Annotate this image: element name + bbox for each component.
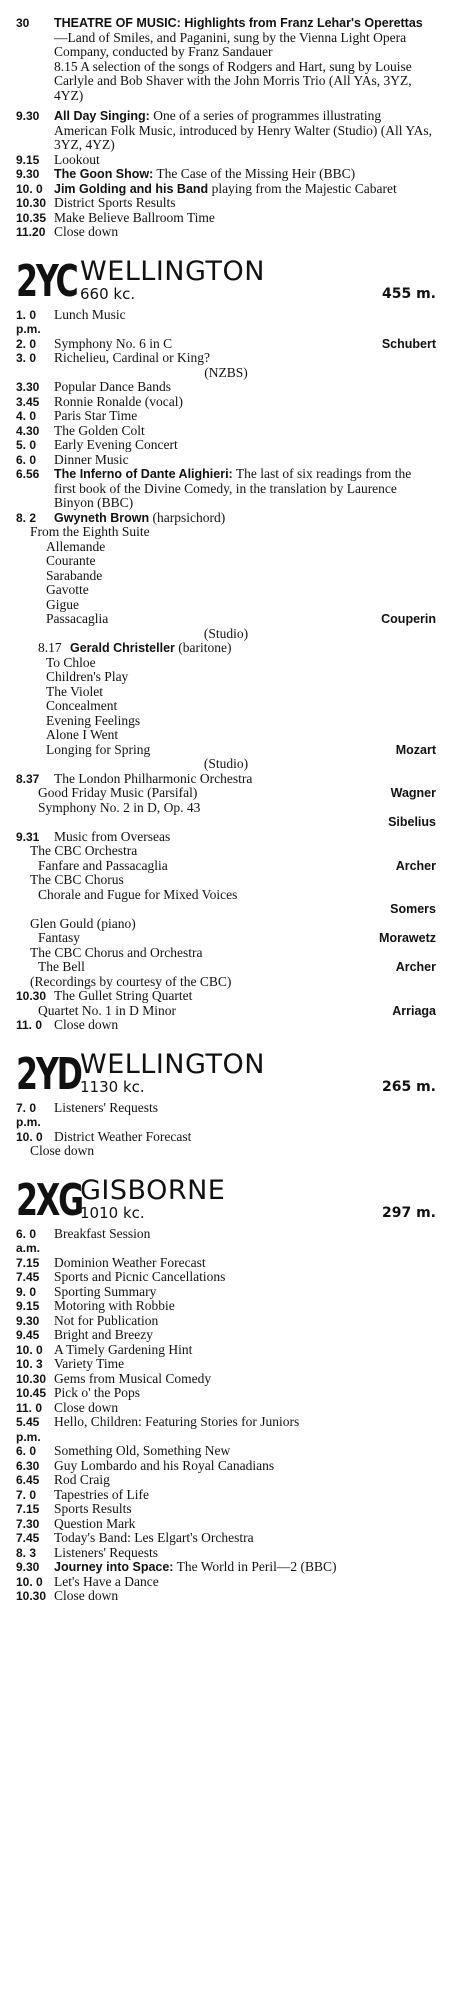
entry-time: 8.17 <box>38 640 62 655</box>
entry-time: 8. 3 <box>16 1545 37 1560</box>
entry-time: 6.45 <box>16 1473 40 1487</box>
listing-entry <box>16 16 436 60</box>
entry-text: Gems from Musical Comedy <box>54 1370 212 1386</box>
listing-entry <box>16 1589 436 1604</box>
song-title: The Violet <box>46 683 104 699</box>
composer: Arriaga <box>392 1003 436 1018</box>
station-city: GISBORNE <box>80 1174 226 1206</box>
entry-text: Paris Star Time <box>54 408 138 423</box>
listing-entry <box>16 167 436 182</box>
entry-time: 7. 0 p.m. <box>16 1100 41 1129</box>
entry-time: 6. 0 <box>16 1444 37 1458</box>
station-wavelength: 297 m. <box>381 1204 436 1221</box>
entry-time: 9.31 <box>16 829 40 844</box>
entry-text: Lunch Music <box>54 306 126 322</box>
listing-entry <box>16 211 436 226</box>
entry-text: Let's Have a Dance <box>54 1573 159 1589</box>
entry-time: 3. 0 <box>16 351 37 365</box>
listing-entry <box>16 1386 436 1401</box>
listing-2yc <box>16 308 436 1033</box>
entry-text: Variety Time <box>54 1356 125 1371</box>
entry-time: 7. 0 <box>16 1487 37 1502</box>
entry-text: Guy Lombardo and his Royal Canadians <box>54 1457 275 1473</box>
work-row <box>38 859 436 874</box>
entry-time: 10.30 <box>16 989 47 1003</box>
listing-2xg <box>16 1227 436 1604</box>
station-wavelength: 455 m. <box>381 285 436 302</box>
entry-time: 3.45 <box>16 394 40 409</box>
entry-text: Close down <box>54 1588 119 1603</box>
entry-text: Early Evening Concert <box>54 437 178 452</box>
performer: The CBC Chorus <box>30 872 124 887</box>
entry-title: All Day Singing: <box>54 109 150 123</box>
entry-text: Not for Publication <box>54 1312 159 1328</box>
work-title: Good Friday Music (Parsifal) <box>38 785 198 800</box>
entry-time: 7.15 <box>16 1255 40 1270</box>
work-title: Fantasy <box>38 930 80 945</box>
entry-text: Breakfast Session <box>54 1225 151 1241</box>
listing-entry <box>16 1328 436 1343</box>
station-frequency: 1130 kc. <box>80 1077 145 1096</box>
work-title: Chorale and Fugue for Mixed Voices <box>38 886 238 902</box>
listing-entry <box>16 153 436 168</box>
entry-time: 10. 0 <box>16 1129 43 1144</box>
song-title: To Chloe <box>46 654 96 670</box>
listing-entry <box>16 453 436 468</box>
suite-movement: Allemande <box>46 538 106 554</box>
listing-entry <box>16 1018 436 1033</box>
studio-note: (Studio) <box>203 625 249 641</box>
entry-time: 8. 2 <box>16 510 37 525</box>
song-title: Children's Play <box>46 669 129 684</box>
entry-title: Music from Overseas <box>54 828 171 844</box>
entry-desc: The Case of the Missing Heir (BBC) <box>153 166 356 181</box>
entry-text: Tapestries of Life <box>54 1486 150 1502</box>
entry-desc: Make Believe Ballroom Time <box>54 209 215 225</box>
song-title: Concealment <box>46 698 118 713</box>
listing-entry <box>16 351 436 366</box>
listing-entry <box>16 1256 436 1271</box>
listing-entry <box>16 1459 436 1474</box>
listing-entry <box>16 1343 436 1358</box>
entry-text: Pick o' the Pops <box>54 1385 141 1400</box>
entry-desc: 8.15 A selection of the songs of Rodgers and Hart, sung by Louise Carlyle and Bob Shaver with the John Morris Trio (All YAs, 3YZ, 4YZ) <box>54 58 412 103</box>
entry-text: Question Mark <box>54 1515 136 1531</box>
composer: Archer <box>395 858 436 873</box>
suite-movement: Sarabande <box>46 567 103 583</box>
station-callsign: 2YD <box>16 1048 81 1100</box>
station-header-2xg <box>16 1174 436 1226</box>
entry-text: The World in Peril—2 (BBC) <box>173 1559 337 1574</box>
suite-movement: Courante <box>46 553 96 568</box>
entry-title: Gwyneth Brown <box>54 510 150 525</box>
entry-title: The Goon Show: <box>54 167 154 181</box>
entry-text: The Golden Colt <box>54 422 145 438</box>
entry-time: 7.15 <box>16 1502 40 1516</box>
listing-entry <box>16 1372 436 1387</box>
composer: Archer <box>395 960 436 974</box>
suite-movement-row <box>46 612 436 627</box>
work-row <box>38 786 436 801</box>
song-title: Longing for Spring <box>46 741 151 757</box>
entry-time: 9.15 <box>16 1299 40 1313</box>
listing-entry <box>16 1130 436 1145</box>
listing-entry <box>16 1517 436 1532</box>
station-city: WELLINGTON <box>80 255 265 287</box>
suite-intro: From the Eighth Suite <box>30 524 150 539</box>
entry-time: 9.30 <box>16 1313 40 1328</box>
composer: Wagner <box>390 786 436 800</box>
entry-time: 6. 0 <box>16 452 37 467</box>
work-row <box>38 931 436 946</box>
listing-entry <box>16 1101 436 1130</box>
composer: Somers <box>390 902 436 916</box>
listing-entry <box>16 1488 436 1503</box>
entry-note: (NZBS) <box>204 364 248 380</box>
entry-time: 6.56 <box>16 467 40 481</box>
entry-text: Sports Results <box>54 1501 132 1516</box>
station-city: WELLINGTON <box>80 1048 265 1080</box>
entry-text: Symphony No. 6 in C <box>54 335 173 351</box>
station-frequency: 1010 kc. <box>80 1203 145 1222</box>
listing-entry <box>16 308 436 337</box>
entry-time: 4.30 <box>16 423 40 438</box>
entry-text: The Gullet String Quartet <box>54 988 193 1003</box>
listing-entry <box>16 395 436 410</box>
entry-text: Close down <box>54 1017 119 1032</box>
entry-time: 10.30 <box>16 1371 47 1386</box>
station-frequency: 660 kc. <box>80 284 136 303</box>
entry-time: 8.37 <box>16 771 40 786</box>
listing-entry <box>16 409 436 424</box>
entry-desc: District Sports Results <box>54 195 176 210</box>
entry-text: Close down <box>54 1399 119 1415</box>
listing-entry <box>16 1314 436 1329</box>
listing-entry <box>16 1227 436 1256</box>
suite-movement: Gigue <box>46 596 79 612</box>
listing-entry <box>16 1444 436 1459</box>
entry-time: 10.35 <box>16 210 47 225</box>
entry-desc: The last of six readings from the first book of the Divine Comedy, in the translation by Laurence Binyon (BBC) <box>54 466 412 510</box>
entry-time: 10.45 <box>16 1386 47 1400</box>
entry-desc: playing from the Majestic Cabaret <box>208 180 397 196</box>
entry-text: Listeners' Requests <box>54 1099 159 1115</box>
entry-title: THEATRE OF MUSIC: Highlights from Franz Lehar's Operettas <box>54 16 423 30</box>
work-title: Fanfare and Passacaglia <box>38 857 168 873</box>
entry-title: Gerald Christeller <box>70 641 175 655</box>
station-header-2yd <box>16 1048 436 1100</box>
entry-text: Rod Craig <box>54 1472 110 1487</box>
song-row <box>46 743 436 758</box>
performer: The CBC Orchestra <box>30 843 138 858</box>
listing-entry <box>16 60 436 104</box>
entry-time: 10. 3 <box>16 1357 43 1371</box>
listing-entry <box>16 1357 436 1372</box>
entry-title: Journey into Space: <box>54 1560 174 1574</box>
song-title: Alone I Went <box>46 727 119 742</box>
entry-time: 6.30 <box>16 1458 40 1473</box>
work-row <box>38 960 436 975</box>
entry-time: 9.30 <box>16 167 40 181</box>
entry-title: Jim Golding and his Band <box>54 181 209 196</box>
entry-text: Ronnie Ronalde (vocal) <box>54 393 183 409</box>
entry-time: 10.30 <box>16 196 47 210</box>
listing-entry <box>16 1575 436 1590</box>
work-title: The Bell <box>38 959 85 974</box>
suite-movement: Gavotte <box>46 582 89 597</box>
listing-entry <box>16 511 436 526</box>
entry-time: 5.45 p.m. <box>16 1415 41 1444</box>
entry-text: Close down <box>30 1143 95 1158</box>
listing-entry <box>16 1473 436 1488</box>
entry-text: Sports and Picnic Cancellations <box>54 1269 226 1284</box>
listing-entry <box>16 1531 436 1546</box>
courtesy-note: (Recordings by courtesy of the CBC) <box>30 973 232 989</box>
entry-time: 30 <box>16 16 30 30</box>
entry-text: Popular Dance Bands <box>54 379 171 394</box>
station-wavelength: 265 m. <box>381 1078 436 1095</box>
entry-desc: (harpsichord) <box>149 509 226 525</box>
entry-time: 1. 0 p.m. <box>16 307 41 336</box>
listing-entry <box>16 424 436 439</box>
entry-text: Sporting Summary <box>54 1283 157 1299</box>
composer: Sibelius <box>388 815 436 829</box>
entry-title: The Inferno of Dante Alighieri: <box>54 467 233 481</box>
entry-time: 10. 0 <box>16 1574 43 1589</box>
entry-desc: —Land of Smiles, and Paganini, sung by the Vienna Light Opera Company, conducted by Franz Sandauer <box>54 29 407 59</box>
entry-desc: Lookout <box>54 151 100 167</box>
entry-time: 11. 0 <box>16 1400 43 1415</box>
entry-time: 9.45 <box>16 1328 40 1342</box>
listing-entry <box>16 337 436 352</box>
listing-entry <box>16 109 436 153</box>
top-listing <box>16 16 436 240</box>
entry-time: 3.30 <box>16 380 40 394</box>
listing-entry <box>16 380 436 395</box>
listing-entry <box>16 1502 436 1517</box>
entry-desc: Close down <box>54 224 119 239</box>
entry-text: Listeners' Requests <box>54 1544 159 1560</box>
entry-text: Motoring with Robbie <box>54 1298 175 1313</box>
entry-time: 2. 0 <box>16 336 37 351</box>
composer: Schubert <box>381 336 436 351</box>
entry-time: 10. 0 <box>16 1342 43 1357</box>
station-callsign: 2XG <box>16 1174 82 1226</box>
listing-entry <box>16 1285 436 1300</box>
entry-time: 7.45 <box>16 1270 40 1284</box>
studio-note: (Studio) <box>203 756 249 771</box>
entry-text: Bright and Breezy <box>54 1327 153 1342</box>
listing-entry <box>16 438 436 453</box>
listing-entry <box>16 467 436 511</box>
composer: Morawetz <box>379 931 436 945</box>
listing-entry <box>16 196 436 211</box>
listing-entry <box>16 225 436 240</box>
entry-time: 4. 0 <box>16 409 37 423</box>
station-callsign: 2YC <box>16 255 77 307</box>
composer: Mozart <box>395 742 436 757</box>
entry-time: 5. 0 <box>16 438 37 452</box>
entry-text: Dominion Weather Forecast <box>54 1254 206 1270</box>
entry-text: Dinner Music <box>54 451 129 467</box>
entry-desc: (baritone) <box>174 640 232 655</box>
listing-entry <box>16 1546 436 1561</box>
entry-text: District Weather Forecast <box>54 1128 192 1144</box>
song-title: Evening Feelings <box>46 712 141 728</box>
entry-time: 10.30 <box>16 1589 47 1603</box>
listing-entry <box>16 1560 436 1575</box>
entry-time: 9. 0 <box>16 1284 37 1299</box>
listing-entry <box>16 1415 436 1444</box>
station-header-2yc <box>16 255 436 307</box>
entry-time: 7.45 <box>16 1531 40 1545</box>
entry-time: 6. 0 a.m. <box>16 1226 41 1255</box>
listing-entry <box>16 989 436 1004</box>
entry-time: 11.20 <box>16 225 46 239</box>
entry-time: 10. 0 <box>16 181 43 196</box>
listing-2yd <box>16 1101 436 1159</box>
entry-desc: One of a series of programmes illustrating American Folk Music, introduced by Henry Walter (Studio) (All YAs, 3YZ, 4YZ) <box>54 108 432 152</box>
entry-time: 9.15 <box>16 152 40 167</box>
entry-text: Something Old, Something New <box>54 1443 231 1458</box>
listing-entry <box>16 1401 436 1416</box>
suite-movement: Passacaglia <box>46 611 109 626</box>
listing-entry <box>16 772 436 787</box>
entry-time: 11. 0 <box>16 1018 43 1032</box>
composer: Couperin <box>381 612 436 626</box>
listing-entry <box>38 641 436 656</box>
entry-text: Richelieu, Cardinal or King? <box>54 350 210 365</box>
listing-entry <box>16 830 436 845</box>
listing-entry <box>16 182 436 197</box>
entry-text: Hello, Children: Featuring Stories for Juniors <box>54 1414 300 1429</box>
entry-text: The London Philharmonic Orchestra <box>54 770 253 786</box>
listing-entry <box>16 1299 436 1314</box>
entry-text: Today's Band: Les Elgart's Orchestra <box>54 1530 254 1545</box>
work-title: Quartet No. 1 in D Minor <box>38 1002 176 1018</box>
entry-time: 9.30 <box>16 1560 40 1574</box>
listing-entry <box>16 1270 436 1285</box>
performer: The CBC Chorus and Orchestra <box>30 944 203 960</box>
work-row <box>38 1004 436 1019</box>
entry-time: 9.30 <box>16 109 40 123</box>
performer: Glen Gould (piano) <box>30 915 136 931</box>
entry-text: A Timely Gardening Hint <box>54 1341 193 1357</box>
entry-time: 7.30 <box>16 1516 40 1531</box>
work-title: Symphony No. 2 in D, Op. 43 <box>38 799 201 815</box>
